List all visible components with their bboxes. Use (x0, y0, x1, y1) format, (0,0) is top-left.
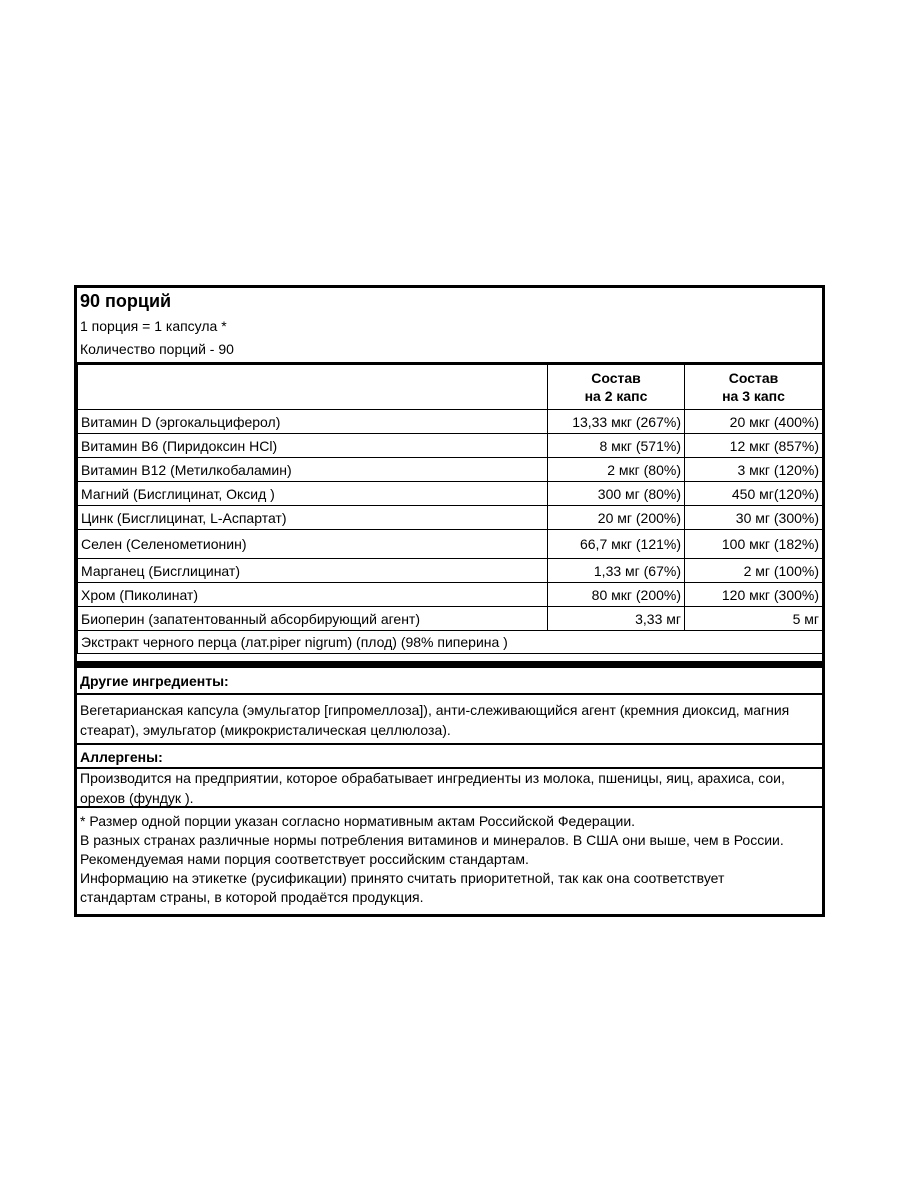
table-header-row (78, 365, 823, 410)
value-3caps: 12 мкг (857%) (685, 434, 823, 458)
divider (77, 667, 822, 668)
header-2caps-line1: Состав (591, 370, 641, 386)
header-3caps-line1: Состав (728, 370, 779, 386)
other-ingredients-heading: Другие ингредиенты: (80, 673, 229, 689)
table-row (78, 583, 823, 607)
value-2caps: 13,33 мкг (267%) (548, 410, 685, 434)
nutrient-name: Витамин В12 (Метилкобаламин) (78, 458, 548, 482)
divider (77, 693, 822, 695)
divider (77, 806, 822, 808)
serving-size: 1 порция = 1 капсула * (80, 318, 227, 334)
value-2caps: 20 мг (200%) (548, 506, 685, 530)
label-header (77, 288, 822, 365)
nutrient-name: Хром (Пиколинат) (78, 583, 548, 607)
value-2caps: 8 мкг (571%) (548, 434, 685, 458)
table-row (78, 506, 823, 530)
footnote-priority: Информацию на этикетке (русификации) принято считать приоритетной, так как она соответствует стандартам страны, в которой продаётся продукция. (80, 870, 725, 905)
table-row (78, 607, 823, 631)
allergens-text: Производится на предприятии, которое обрабатывает ингредиенты из молока, пшеницы, яиц, арахиса, сои, орехов (фундук ). (80, 770, 785, 806)
servings-count: Количество порций - 90 (80, 341, 234, 357)
supplement-facts-label (74, 285, 825, 917)
value-3caps: 20 мкг (400%) (685, 410, 823, 434)
table-row (78, 482, 823, 506)
nutrient-name: Селен (Селенометионин) (78, 530, 548, 559)
footnotes (77, 812, 822, 907)
table-row (78, 530, 823, 559)
table-row (78, 559, 823, 583)
nutrient-name: Марганец (Бисглицинат) (78, 559, 548, 583)
nutrient-name: Цинк (Бисглицинат, L-Аспартат) (78, 506, 548, 530)
nutrient-table (77, 365, 823, 654)
servings-title: 90 порций (80, 291, 172, 311)
nutrient-name: Биоперин (запатентованный абсорбирующий агент) (78, 607, 548, 631)
table-row (78, 458, 823, 482)
value-2caps: 66,7 мкг (121%) (548, 530, 685, 559)
table-row (78, 410, 823, 434)
value-3caps: 450 мг(120%) (685, 482, 823, 506)
value-2caps: 1,33 мг (67%) (548, 559, 685, 583)
value-3caps: 3 мкг (120%) (685, 458, 823, 482)
table-header-name (78, 365, 548, 410)
value-2caps: 3,33 мг (548, 607, 685, 631)
divider (77, 743, 822, 745)
extract-text: Экстракт черного перца (лат.piper nigrum) (плод) (98% пиперина ) (78, 631, 823, 654)
nutrient-name: Витамин D (эргокальциферол) (78, 410, 548, 434)
other-ingredients-text: Вегетарианская капсула (эмульгатор [гипромеллоза]), анти-слеживающийся агент (кремния диоксид, магния стеарат), эмульгатор (микрокристалическая целлюлоза). (80, 702, 790, 738)
value-3caps: 5 мг (685, 607, 823, 631)
nutrient-name: Витамин В6 (Пиридоксин HCl) (78, 434, 548, 458)
extract-row (78, 631, 823, 654)
value-2caps: 2 мкг (80%) (548, 458, 685, 482)
header-3caps-line2: на 3 капс (722, 388, 785, 404)
value-3caps: 30 мг (300%) (685, 506, 823, 530)
header-2caps-line2: на 2 капс (584, 388, 648, 404)
allergens-heading: Аллергены: (80, 749, 163, 765)
nutrient-name: Магний (Бисглицинат, Оксид ) (78, 482, 548, 506)
value-3caps: 2 мг (100%) (685, 559, 823, 583)
footnote-serving: * Размер одной порции указан согласно нормативным актам Российской Федерации. (80, 813, 636, 829)
value-2caps: 300 мг (80%) (548, 482, 685, 506)
value-2caps: 80 мкг (200%) (548, 583, 685, 607)
table-header-3caps (685, 365, 823, 410)
table-header-2caps (548, 365, 685, 410)
footnote-standards: В разных странах различные нормы потребления витаминов и минералов. В США они выше, чем в России. Рекомендуемая нами порция соответствует российским стандартам. (80, 832, 784, 867)
table-row (78, 434, 823, 458)
value-3caps: 100 мкг (182%) (685, 530, 823, 559)
value-3caps: 120 мкг (300%) (685, 583, 823, 607)
